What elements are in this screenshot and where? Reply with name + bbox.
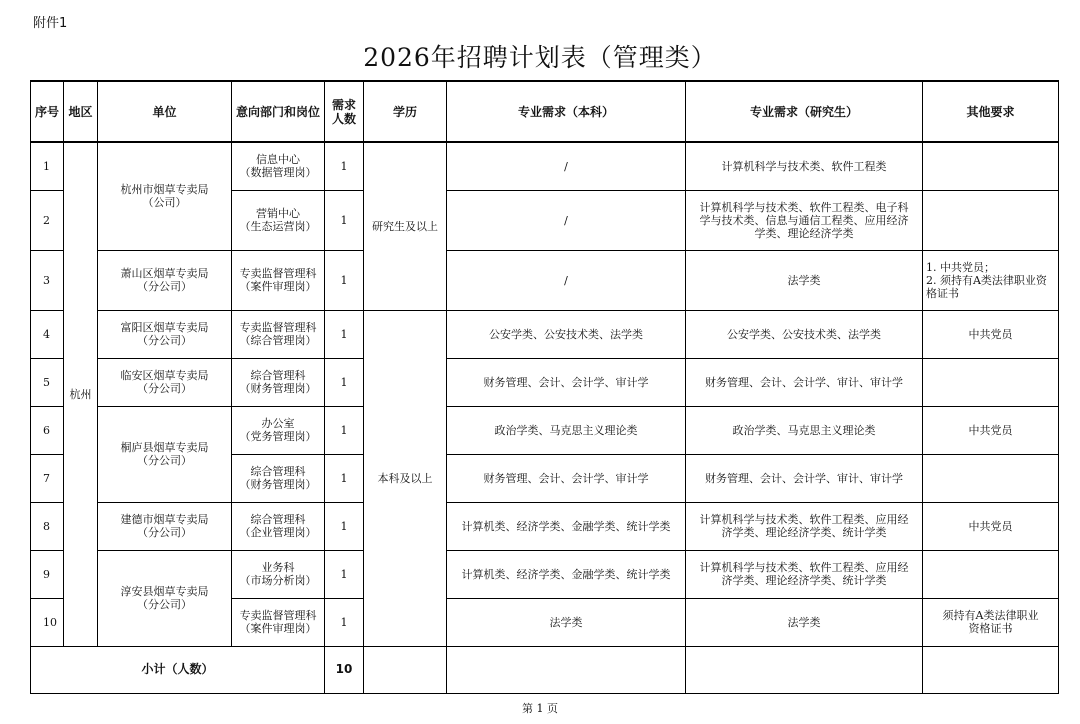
row-major-ug: / [447, 142, 686, 190]
table-row [31, 250, 1059, 310]
page-title: 2026年招聘计划表（管理类） [363, 43, 717, 72]
row-major-pg: 财务管理、会计、会计学、审计、审计学 [686, 454, 923, 502]
unit-cell: 富阳区烟草专卖局 （分公司） [98, 310, 232, 358]
table-body [31, 142, 1059, 693]
row-major-ug: 计算机类、经济学类、金融学类、统计学类 [447, 550, 686, 598]
row-other: 中共党员 [923, 310, 1059, 358]
unit-cell: 临安区烟草专卖局 （分公司） [98, 358, 232, 406]
row-dept: 综合管理科 （财务管理岗） [232, 358, 325, 406]
header-other: 其他要求 [923, 81, 1059, 142]
header-major-ug: 专业需求（本科） [447, 81, 686, 142]
table-row [31, 550, 1059, 598]
unit-cell: 桐庐县烟草专卖局 （分公司） [98, 406, 232, 502]
subtotal-empty [686, 646, 923, 693]
page-number: 第 1 页 [522, 702, 558, 715]
row-other [923, 190, 1059, 250]
row-seq: 1 [31, 142, 64, 190]
table-row [31, 310, 1059, 358]
row-other: 中共党员 [923, 502, 1059, 550]
unit-cell: 建德市烟草专卖局 （分公司） [98, 502, 232, 550]
table-row [31, 142, 1059, 190]
row-dept: 综合管理科 （财务管理岗） [232, 454, 325, 502]
subtotal-empty [364, 646, 447, 693]
row-seq: 8 [31, 502, 64, 550]
row-major-pg: 计算机科学与技术类、软件工程类、电子科 学与技术类、信息与通信工程类、应用经济 学类、理论经济学类 [686, 190, 923, 250]
row-seq: 4 [31, 310, 64, 358]
row-major-ug: 法学类 [447, 598, 686, 646]
row-seq: 10 [31, 598, 64, 646]
subtotal-value: 10 [325, 646, 364, 693]
header-count-line2: 人数 [331, 111, 356, 126]
row-seq: 7 [31, 454, 64, 502]
subtotal-label: 小计（人数） [31, 646, 325, 693]
attachment-label: 附件1 [33, 16, 68, 31]
subtotal-row [31, 646, 1059, 693]
row-dept: 专卖监督管理科 （案件审理岗） [232, 250, 325, 310]
subtotal-empty [447, 646, 686, 693]
row-count: 1 [325, 190, 364, 250]
row-other [923, 454, 1059, 502]
row-major-ug: 计算机类、经济学类、金融学类、统计学类 [447, 502, 686, 550]
row-count: 1 [325, 550, 364, 598]
row-major-ug: 财务管理、会计、会计学、审计学 [447, 454, 686, 502]
header-count [325, 81, 364, 142]
unit-cell: 淳安县烟草专卖局 （分公司） [98, 550, 232, 646]
row-major-ug: 公安学类、公安技术类、法学类 [447, 310, 686, 358]
table-row [31, 358, 1059, 406]
header-edu: 学历 [364, 81, 447, 142]
row-major-ug: / [447, 190, 686, 250]
header-dept: 意向部门和岗位 [232, 81, 325, 142]
row-other: 须持有A类法律职业 资格证书 [923, 598, 1059, 646]
row-count: 1 [325, 598, 364, 646]
edu-cell: 本科及以上 [364, 310, 447, 646]
row-major-pg: 计算机科学与技术类、软件工程类、应用经 济学类、理论经济学类、统计学类 [686, 550, 923, 598]
row-dept: 办公室 （党务管理岗） [232, 406, 325, 454]
row-major-pg: 计算机科学与技术类、软件工程类、应用经 济学类、理论经济学类、统计学类 [686, 502, 923, 550]
row-count: 1 [325, 250, 364, 310]
row-major-ug: 政治学类、马克思主义理论类 [447, 406, 686, 454]
row-count: 1 [325, 406, 364, 454]
row-major-pg: 财务管理、会计、会计学、审计、审计学 [686, 358, 923, 406]
row-other: 中共党员 [923, 406, 1059, 454]
row-other [923, 142, 1059, 190]
row-seq: 2 [31, 190, 64, 250]
row-major-pg: 法学类 [686, 598, 923, 646]
row-count: 1 [325, 454, 364, 502]
row-major-pg: 计算机科学与技术类、软件工程类 [686, 142, 923, 190]
row-other: 1. 中共党员； 2. 须持有A类法律职业资 格证书 [923, 250, 1059, 310]
unit-cell: 杭州市烟草专卖局 （公司） [98, 142, 232, 250]
row-dept: 业务科 （市场分析岗） [232, 550, 325, 598]
row-count: 1 [325, 358, 364, 406]
subtotal-empty [923, 646, 1059, 693]
table-row [31, 502, 1059, 550]
row-seq: 9 [31, 550, 64, 598]
row-major-ug: 财务管理、会计、会计学、审计学 [447, 358, 686, 406]
header-unit: 单位 [98, 81, 232, 142]
header-area: 地区 [64, 81, 98, 142]
row-other [923, 358, 1059, 406]
table-row [31, 406, 1059, 454]
row-dept: 营销中心 （生态运营岗） [232, 190, 325, 250]
row-major-ug: / [447, 250, 686, 310]
row-major-pg: 政治学类、马克思主义理论类 [686, 406, 923, 454]
header-count-line1: 需求 [331, 97, 356, 112]
row-count: 1 [325, 502, 364, 550]
area-cell: 杭州 [64, 142, 98, 646]
row-major-pg: 法学类 [686, 250, 923, 310]
row-dept: 综合管理科 （企业管理岗） [232, 502, 325, 550]
row-seq: 6 [31, 406, 64, 454]
row-count: 1 [325, 142, 364, 190]
unit-cell: 萧山区烟草专卖局 （分公司） [98, 250, 232, 310]
row-dept: 专卖监督管理科 （案件审理岗） [232, 598, 325, 646]
edu-cell: 研究生及以上 [364, 142, 447, 310]
row-count: 1 [325, 310, 364, 358]
row-seq: 5 [31, 358, 64, 406]
row-major-pg: 公安学类、公安技术类、法学类 [686, 310, 923, 358]
header-major-pg: 专业需求（研究生） [686, 81, 923, 142]
header-seq: 序号 [31, 81, 64, 142]
row-other [923, 550, 1059, 598]
recruitment-plan-table [30, 80, 1059, 694]
row-dept: 信息中心 （数据管理岗） [232, 142, 325, 190]
row-dept: 专卖监督管理科 （综合管理岗） [232, 310, 325, 358]
row-seq: 3 [31, 250, 64, 310]
